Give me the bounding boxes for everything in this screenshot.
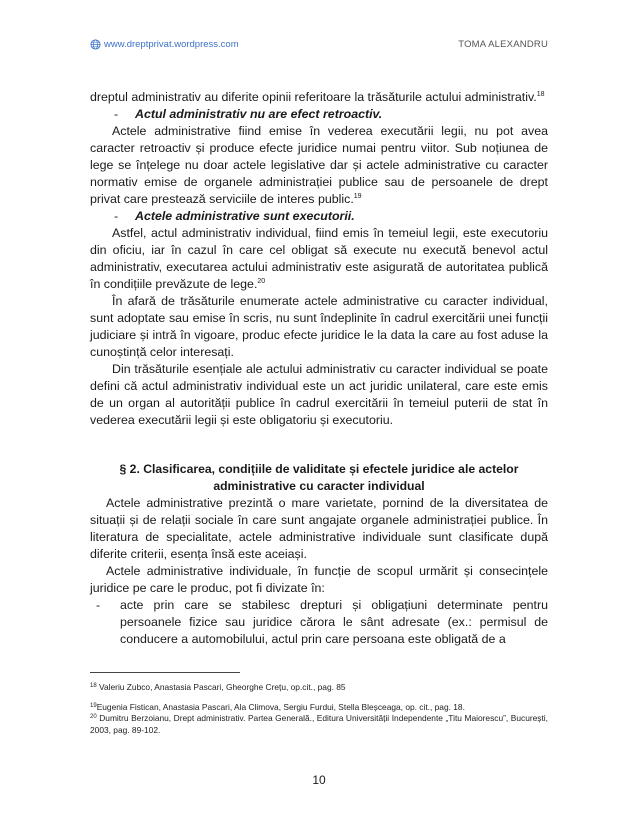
paragraph-2-text: Actele administrative fiind emise în vederea executării legii, nu pot avea caracter retroactiv și produce efecte juridice numai pentru viitor. Sub noțiunea de lege se înțelege nu doar actele legislative dar și actele administrative cu caracter normativ emise de organele administrației publice sau de persoanele de drept privat care prestează serviciile de interes public.: [90, 124, 548, 206]
footnotes: [90, 682, 548, 736]
bullet-dash: -: [96, 598, 101, 612]
section-heading-line-1: § 2. Clasificarea, condițiile de validitate și efectele juridice ale actelor: [119, 462, 519, 476]
footnote-number: 18: [90, 683, 97, 689]
footnote-text: Dumitru Berzoianu, Drept administrativ. Partea Generală., Editura Universității Independente „Titu Maiorescu”, București, 2003, pag. 89-102.: [90, 713, 548, 735]
footnote-ref-20[interactable]: 20: [257, 278, 266, 285]
bullet-rights-obligations: [90, 597, 548, 648]
globe-icon: [90, 39, 101, 50]
paragraph-3-text: Astfel, actul administrativ individual, fiind emis în temeiul legii, este executoriu din oficiu, iar în cazul în care cel obligat să execute nu execută benevol actul administrativ, executarea actului administrativ este asigurată de autoritatea publică în condițiile prevăzute de lege.: [90, 226, 548, 291]
bullet-not-retroactive: [90, 106, 548, 123]
section-heading-line-2: administrative cu caracter individual: [213, 479, 425, 493]
footnote-20: [90, 713, 548, 736]
author-name: TOMA ALEXANDRU: [458, 39, 548, 50]
footnote-text: Valeriu Zubco, Anastasia Pascari, Gheorghe Crețu, op.cit., pag. 85: [99, 682, 346, 692]
paragraph-2: [90, 123, 548, 208]
bullet-text: acte prin care se stabilesc drepturi și obligațiuni determinate pentru persoanele fizice sau juridice cărora le sânt adresate (ex.: permisul de conducere a automobilului, actul prin care persoana este obligată de a: [120, 598, 548, 646]
bullet-text: Actul administrativ nu are efect retroactiv.: [135, 107, 383, 121]
footnote-number: 19: [90, 702, 97, 709]
main-content: [90, 89, 548, 648]
page-header: [90, 39, 548, 53]
paragraph-6: Actele administrative prezintă o mare varietate, pornind de la diversitatea de situații și de relații sociale în care sunt angajate organele administrației publice. În literatura de specialitate, actele administrative individuale sunt clasificate după diferite criterii, esența însă este aceiași.: [90, 496, 548, 561]
footnote-number: 20: [90, 714, 97, 720]
footnote-18: [90, 682, 548, 694]
bullet-dash: -: [114, 107, 119, 121]
footnote-divider: [90, 672, 240, 673]
site-link[interactable]: [90, 39, 239, 50]
paragraph-4: În afară de trăsăturile enumerate actele administrative cu caracter individual, sunt adoptate sau emise în scris, nu sunt îndeplinite în cadrul exercitării unei funcții judiciare și intră în vigoare, produc efecte juridice le la data la care au fost aduse la cunoștință celor interesați.: [90, 294, 548, 359]
footnote-ref-19[interactable]: 19: [353, 193, 362, 200]
site-url[interactable]: www.dreptprivat.wordpress.com: [104, 39, 239, 50]
footnote-ref-18[interactable]: 18: [536, 91, 545, 98]
section-heading: [90, 461, 548, 495]
page-number: 10: [312, 773, 326, 787]
paragraph-7: Actele administrative individuale, în funcție de scopul urmărit și consecințele juridice pe care le produc, pot fi divizate în:: [90, 564, 548, 595]
paragraph-1: [90, 89, 548, 106]
bullet-dash: -: [114, 209, 119, 223]
footnote-19: [90, 702, 548, 714]
paragraph-1-text: dreptul administrativ au diferite opinii referitoare la trăsăturile actului administrativ.: [90, 90, 537, 104]
bullet-text: Actele administrative sunt executorii.: [135, 209, 355, 223]
bullet-executory: [90, 208, 548, 225]
paragraph-5: Din trăsăturile esențiale ale actului administrativ cu caracter individual se poate defini că actul administrativ individual este un act juridic unilateral, care este emis de un organ al autorității publice în cadrul exercitării în temeiul puterii de stat în vederea executării legii și este obligatoriu și executoriu.: [90, 362, 548, 427]
footnote-text: Eugenia Fistican, Anastasia Pascari, Ala Climova, Sergiu Furdui, Stella Bleșceaga, op. cit., pag. 18.: [96, 701, 465, 712]
paragraph-3: [90, 225, 548, 293]
